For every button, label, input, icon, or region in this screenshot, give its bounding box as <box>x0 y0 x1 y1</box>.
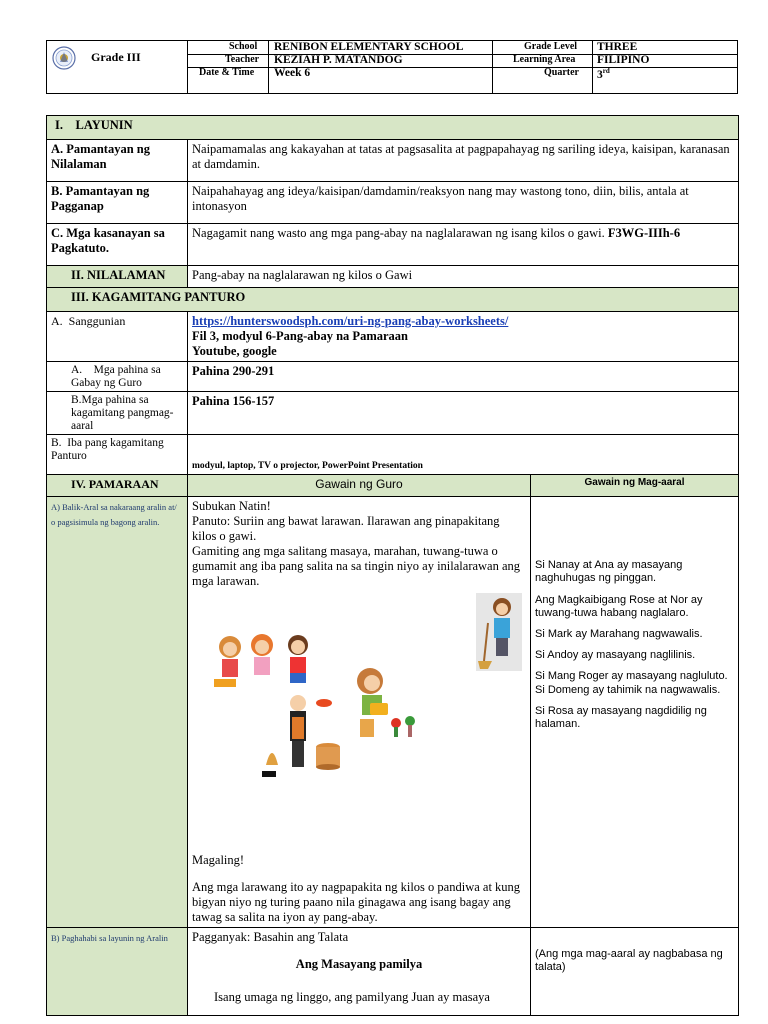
kasanayan-label: C. Mga kasanayan sa Pagkatuto. <box>47 224 188 266</box>
student-answer: Si Andoy ay masayang naglilinis. <box>535 649 696 662</box>
paghahabi-guro <box>188 928 531 1016</box>
panuto-text: Panuto: Suriin ang bawat larawan. Ilarawan ang pinapakitang kilos o gawi. <box>192 514 500 544</box>
worksheet-link[interactable]: https://hunterswoodsph.com/uri-ng-pang-abay-worksheets/ <box>192 314 509 328</box>
datetime-label: Date & Time <box>199 67 255 78</box>
nilalaman-text: Pang-abay na naglalarawan ng kilos o Gawi <box>188 266 739 288</box>
paliwanag-text: Ang mga larawang ito ay nagpapakita ng kilos o pandiwa at kung bigyan niyo ng turing paano nila ginagawa ang isang bagay ang tawag sa salita na iyon ay pang-abay. <box>192 880 521 925</box>
student-reading-note: (Ang mga mag-aaral ay nagbabasa ng talata) <box>535 948 723 974</box>
sanggunian-cell <box>188 312 739 362</box>
balik-aral-cell <box>47 497 188 928</box>
grade-level-label: Grade Level <box>524 41 578 52</box>
grade-level-value: THREE <box>597 41 638 53</box>
balik-aral-label: A) Balik-Aral sa nakaraang aralin at/ o pagsisimula ng bagong aralin. <box>51 502 177 528</box>
youtube-text: Youtube, google <box>192 344 277 358</box>
sanggunian-label: A. Sanggunian <box>47 312 188 362</box>
nilalaman-label: II. NILALAMAN <box>47 266 188 288</box>
student-answer: Si Mang Roger ay masayang nagluluto. <box>535 670 728 683</box>
pamantayan-pagganap-text: Naipahahayag ang ideya/kaisipan/damdamin/reaksyon nang may wastong tono, diin, bilis, antala at intonasyon <box>188 182 739 224</box>
datetime-value: Week 6 <box>274 67 311 79</box>
gabay-value: Pahina 290-291 <box>188 362 739 392</box>
teacher-value: KEZIAH P. MATANDOG <box>274 54 403 66</box>
pamaraan-header: IV. PAMARAAN <box>47 475 188 497</box>
learning-area-value: FILIPINO <box>597 54 650 66</box>
student-answer: Si Mark ay Marahang nagwawalis. <box>535 627 703 640</box>
man-cooking-illustration <box>262 681 352 781</box>
header-table <box>46 40 738 94</box>
kagamitang-value: Pahina 156-157 <box>188 392 739 435</box>
pamantayan-pagganap-label: B. Pamantayan ng Pagganap <box>47 182 188 224</box>
student-answer: Si Rosa ay masayang nagdidilig ng halaman. <box>535 704 707 730</box>
iba-value: modyul, laptop, TV o projector, PowerPoint Presentation <box>192 460 423 471</box>
deped-seal-icon <box>52 46 76 70</box>
girl-watering-plants-illustration <box>340 659 430 749</box>
school-value: RENIBON ELEMENTARY SCHOOL <box>274 41 464 53</box>
boy-sweeping-illustration <box>476 593 522 671</box>
layunin-header: I. LAYUNIN <box>47 116 739 140</box>
quarter-value: 3rd <box>597 67 610 81</box>
learning-area-label: Learning Area <box>513 54 576 65</box>
magaling-text: Magaling! <box>192 853 245 868</box>
talata-title: Ang Masayang pamilya <box>295 957 423 972</box>
iba-label: B. Iba pang kagamitang Panturo <box>47 435 188 475</box>
grade-title: Grade III <box>91 50 141 64</box>
balik-aral-guro <box>188 497 531 928</box>
pamantayan-nilalaman-label: A. Pamantayan ng Nilalaman <box>47 140 188 182</box>
magaaral-header: Gawain ng Mag-aaral <box>531 475 739 497</box>
kasanayan-code: F3WG-IIIh-6 <box>607 226 681 240</box>
kagamitan-header: III. KAGAMITANG PANTURO <box>47 288 739 312</box>
gamiting-text: Gamiting ang mga salitang masaya, marahan, tuwang-tuwa o gumamit ang iba pang salita na sa tingin niyo ay inilalarawan ang mga larawan. <box>192 544 521 589</box>
balik-aral-student <box>531 497 739 928</box>
paghahabi-student <box>531 928 739 1016</box>
school-label: School <box>229 41 258 52</box>
student-answer: Si Nanay at Ana ay masayang naghuhugas ng pinggan. <box>535 559 683 585</box>
student-answer: Ang Magkaibigang Rose at Nor ay tuwang-tuwa habang naglalaro. <box>535 593 703 619</box>
gabay-label: A. Mga pahina sa Gabay ng Guro <box>47 362 188 392</box>
teacher-label: Teacher <box>225 54 260 65</box>
kasanayan-text: Nagagamit nang wasto ang mga pang-abay na naglalarawan ng isang kilos o gawi. F3WG-IIIh-6 <box>188 224 739 266</box>
subukan-natin: Subukan Natin! <box>192 499 271 514</box>
paghahabi-cell <box>47 928 188 1016</box>
kagamitang-label: B.Mga pahina sa kagamitang pangmag-aaral <box>47 392 188 435</box>
pagganyak-text: Pagganyak: Basahin ang Talata <box>192 930 349 945</box>
student-answer: Si Domeng ay tahimik na nagwawalis. <box>535 683 721 696</box>
pamantayan-nilalaman-text: Naipamamalas ang kakayahan at tatas at pagsasalita at pagpapahayag ng sariling ideya, kaisipan, karanasan at damdamin. <box>188 140 739 182</box>
quarter-label: Quarter <box>544 67 579 78</box>
guro-header: Gawain ng Guro <box>188 475 531 497</box>
paghahabi-label: B) Paghahabi sa layunin ng Aralin <box>51 933 168 944</box>
lesson-plan-table <box>46 115 739 1016</box>
illustrations-area <box>192 589 526 839</box>
modyul-text: Fil 3, modyul 6-Pang-abay na Pamaraan <box>192 329 408 343</box>
talata-text: Isang umaga ng linggo, ang pamilyang Juan ay masaya <box>214 990 490 1005</box>
